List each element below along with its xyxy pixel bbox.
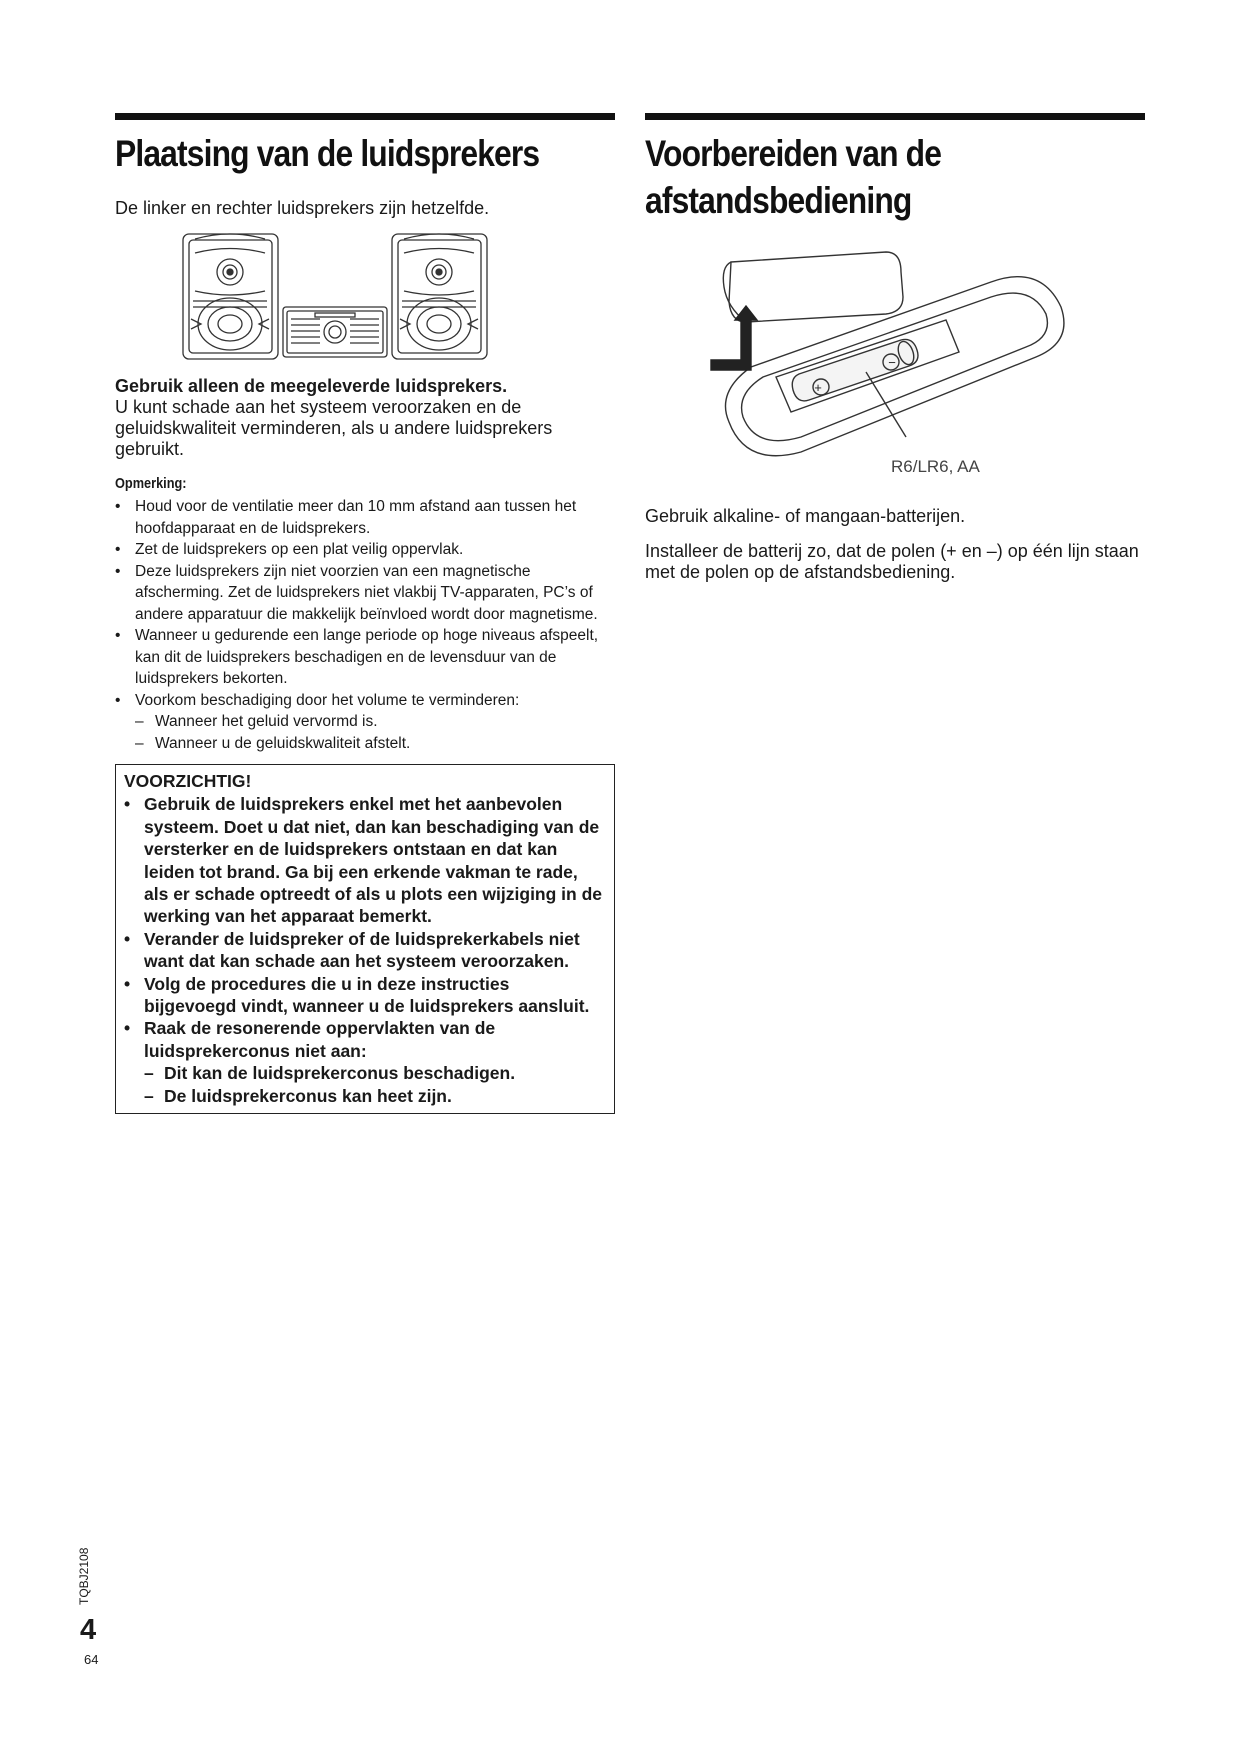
speakers-illustration [115, 229, 555, 364]
page-sub-number: 64 [84, 1652, 99, 1667]
speakers-intro: De linker en rechter luidsprekers zijn hetzelfde. [115, 198, 490, 218]
plus-symbol: + [814, 380, 822, 395]
section-title-remote-line2: afstandsbediening [645, 180, 912, 221]
caution-box [115, 764, 615, 1114]
caution-list [124, 793, 606, 1107]
caution-subitem: – Dit kan de luidsprekerconus beschadigen. [144, 1062, 606, 1084]
note-item [115, 690, 615, 755]
caution-item: • Volg de procedures die u in deze instructies bijgevoegd vindt, wanneer u de luidsprekers aansluit. [124, 973, 606, 1018]
main-unit-drawing [283, 307, 387, 357]
note-item: • Zet de luidsprekers op een plat veilig oppervlak. [115, 539, 615, 561]
note-subitem: – Wanneer het geluid vervormd is. [135, 711, 615, 733]
battery-install-paragraph: Installeer de batterij zo, dat de polen (+ en –) op één lijn staan met de polen op de afstandsbediening. [645, 541, 1139, 582]
left-column [115, 113, 615, 1114]
right-column [645, 113, 1145, 583]
section-title-remote-line1: Voorbereiden van de [645, 133, 942, 174]
note-item: • Wanneer u gedurende een lange periode op hoge niveaus afspeelt, kan dit de luidsprekers beschadigen en de levensduur van de luidsprekers bekorten. [115, 625, 615, 690]
remote-battery-illustration [691, 242, 1111, 492]
caution-title: VOORZICHTIG! [124, 771, 252, 791]
battery-type-paragraph: Gebruik alkaline- of mangaan-batterijen. [645, 506, 966, 526]
speaker-warning-body: U kunt schade aan het systeem veroorzaken en de geluidskwaliteit verminderen, als u andere luidsprekers gebruikt. [115, 397, 553, 459]
section-rule [115, 113, 615, 120]
caution-item: • Gebruik de luidsprekers enkel met het aanbevolen systeem. Doet u dat niet, dan kan beschadiging van de versterker en de luidsprekers ontstaan en dat kan leiden tot brand. Ga bij een erkende vakman te rade, als er schade optreedt of als u plots een wijziging in de werking van het apparaat bemerkt. [124, 793, 606, 927]
notes-list [115, 496, 615, 754]
page-number: 4 [80, 1614, 97, 1646]
section-rule [645, 113, 1145, 120]
note-item: • Deze luidsprekers zijn niet voorzien van een magnetische afscherming. Zet de luidsprekers niet vlakbij TV-apparaten, PC’s of andere apparatuur die makkelijk beïnvloed wordt door magnetisme. [115, 561, 615, 626]
note-subitem: – Wanneer u de geluidskwaliteit afstelt. [135, 733, 615, 755]
note-item: • Houd voor de ventilatie meer dan 10 mm afstand aan tussen het hoofdapparaat en de luidsprekers. [115, 496, 615, 539]
left-speaker-drawing [183, 234, 278, 359]
battery-type-label: R6/LR6, AA [891, 457, 980, 476]
note-item-text: Voorkom beschadiging door het volume te verminderen: [135, 691, 520, 709]
right-speaker-drawing [392, 234, 487, 359]
caution-item [124, 1017, 606, 1107]
section-title-speakers: Plaatsing van de luidsprekers [115, 133, 540, 174]
caution-item-text: Raak de resonerende oppervlakten van de luidsprekerconus niet aan: [144, 1018, 496, 1061]
note-title: Opmerking: [115, 475, 187, 492]
section-title-remote [645, 130, 1075, 224]
caution-item: • Verander de luidspreker of de luidsprekerkabels niet want dat kan schade aan het systeem veroorzaken. [124, 928, 606, 973]
document-code: TQBJ2108 [77, 1547, 91, 1605]
speaker-warning-heading: Gebruik alleen de meegeleverde luidsprekers. [115, 376, 508, 396]
minus-symbol: − [888, 355, 896, 370]
caution-subitem: – De luidsprekerconus kan heet zijn. [144, 1085, 606, 1107]
